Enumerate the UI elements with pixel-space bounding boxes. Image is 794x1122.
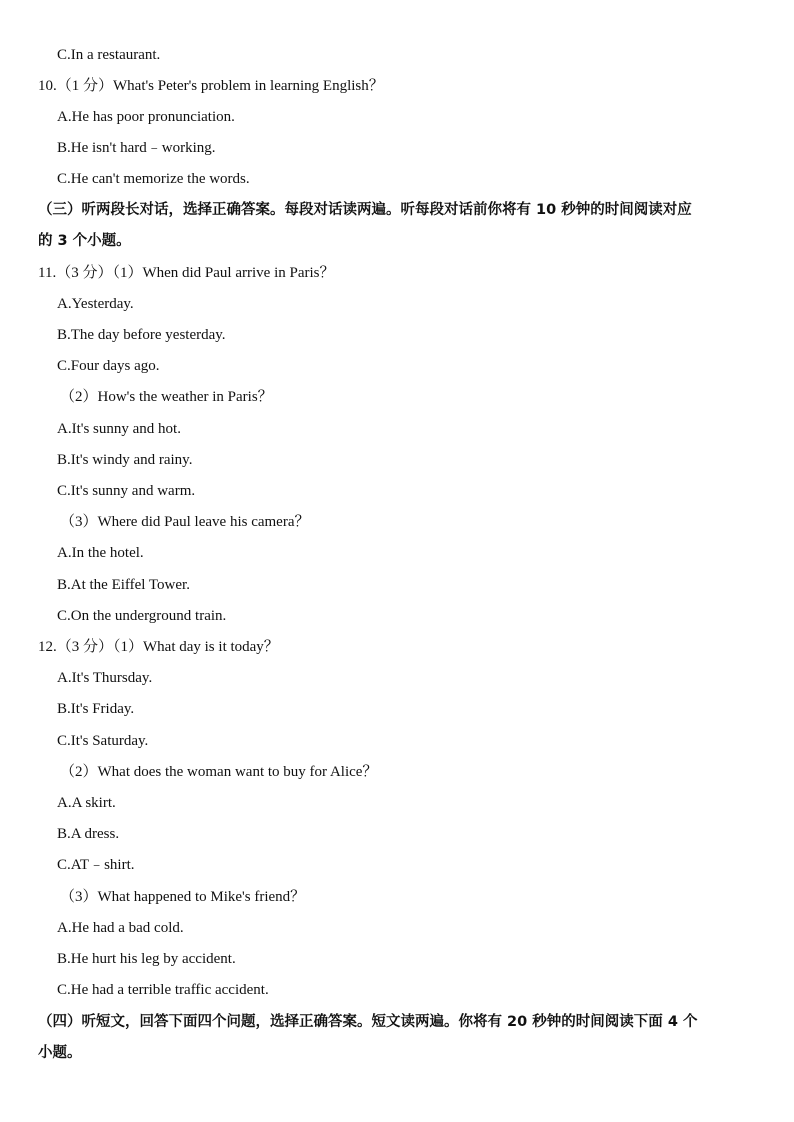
q12-2-option-a: A.A skirt. <box>57 795 116 811</box>
q11-3-option-c: C.On the underground train. <box>57 608 227 624</box>
q11-3-option-a: A.In the hotel. <box>57 545 144 561</box>
q11-1-option-b: B.The day before yesterday. <box>57 327 226 343</box>
q12-2-option-b: B.A dress. <box>57 826 120 842</box>
question-12: 12.（3 分）（1）What day is it today？ <box>38 639 279 655</box>
q11-1-option-c: C.Four days ago. <box>57 358 160 374</box>
question-12-2: （2）What does the woman want to buy for Alice？ <box>60 764 378 780</box>
section-4-heading-line1: （四）听短文，回答下面四个问题，选择正确答案。短文读两遍。你将有 20 秒钟的时间阅读下面 4 个 <box>38 1014 698 1030</box>
q11-2-option-b: B.It's windy and rainy. <box>57 452 193 468</box>
q11-1-option-a: A.Yesterday. <box>57 296 134 312</box>
q12-3-option-a: A.He had a bad cold. <box>57 920 184 936</box>
section-3-heading-line2: 的 3 个小题。 <box>38 233 131 249</box>
q12-1-option-c: C.It's Saturday. <box>57 733 149 749</box>
q12-3-option-b: B.He hurt his leg by accident. <box>57 951 236 967</box>
q12-1-option-a: A.It's Thursday. <box>57 670 153 686</box>
q11-2-option-c: C.It's sunny and warm. <box>57 483 196 499</box>
q10-option-a: A.He has poor pronunciation. <box>57 109 235 125</box>
q10-option-b: B.He isn't hard﹣working. <box>57 140 216 156</box>
question-12-3: （3）What happened to Mike's friend？ <box>60 889 306 905</box>
q9-option-c: C.In a restaurant. <box>57 47 161 63</box>
question-11: 11.（3 分）（1）When did Paul arrive in Paris？ <box>38 265 335 281</box>
question-10: 10.（1 分）What's Peter's problem in learning English？ <box>38 78 384 94</box>
q11-2-option-a: A.It's sunny and hot. <box>57 421 181 437</box>
question-11-2: （2）How's the weather in Paris？ <box>60 389 273 405</box>
section-3-heading-line1: （三）听两段长对话，选择正确答案。每段对话读两遍。听每段对话前你将有 10 秒钟的时间阅读对应 <box>38 202 692 218</box>
q11-3-option-b: B.At the Eiffel Tower. <box>57 577 190 593</box>
q12-3-option-c: C.He had a terrible traffic accident. <box>57 982 269 998</box>
q10-option-c: C.He can't memorize the words. <box>57 171 250 187</box>
q12-2-option-c: C.AT﹣shirt. <box>57 857 135 873</box>
section-4-heading-line2: 小题。 <box>38 1045 82 1061</box>
q12-1-option-b: B.It's Friday. <box>57 701 135 717</box>
question-11-3: （3）Where did Paul leave his camera？ <box>60 514 310 530</box>
